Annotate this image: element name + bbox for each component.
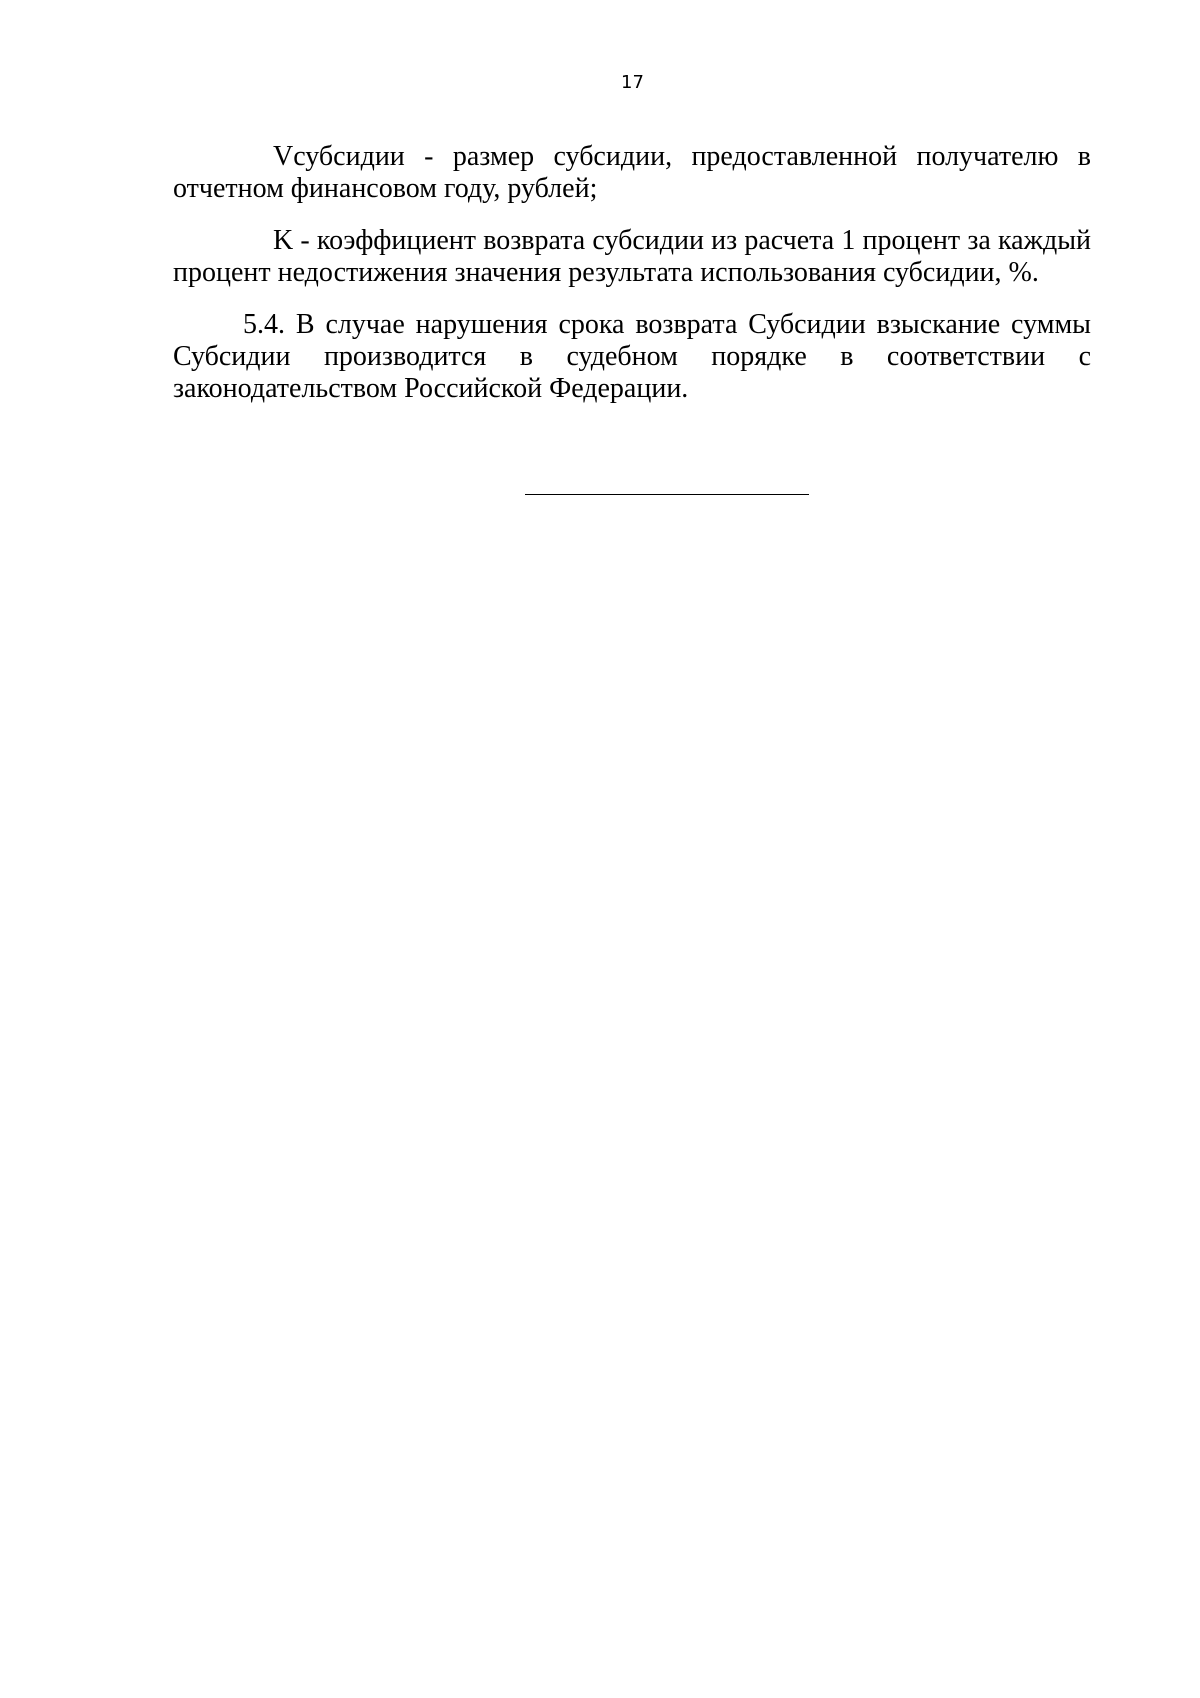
page-number: 17 <box>621 72 644 93</box>
paragraph-return-coefficient: K - коэффициент возврата субсидии из расчета 1 процент за каждый процент недостижения значения результата использования субсидии, %. <box>173 225 1091 288</box>
document-body <box>173 141 1091 425</box>
paragraph-5-4: 5.4. В случае нарушения срока возврата Субсидии взыскание суммы Субсидии производится в судебном порядке в соответствии с законодательством Российской Федерации. <box>173 309 1091 404</box>
end-of-document-line <box>525 494 809 495</box>
paragraph-subsidy-size: Vсубсидии - размер субсидии, предоставленной получателю в отчетном финансовом году, рублей; <box>173 141 1091 204</box>
